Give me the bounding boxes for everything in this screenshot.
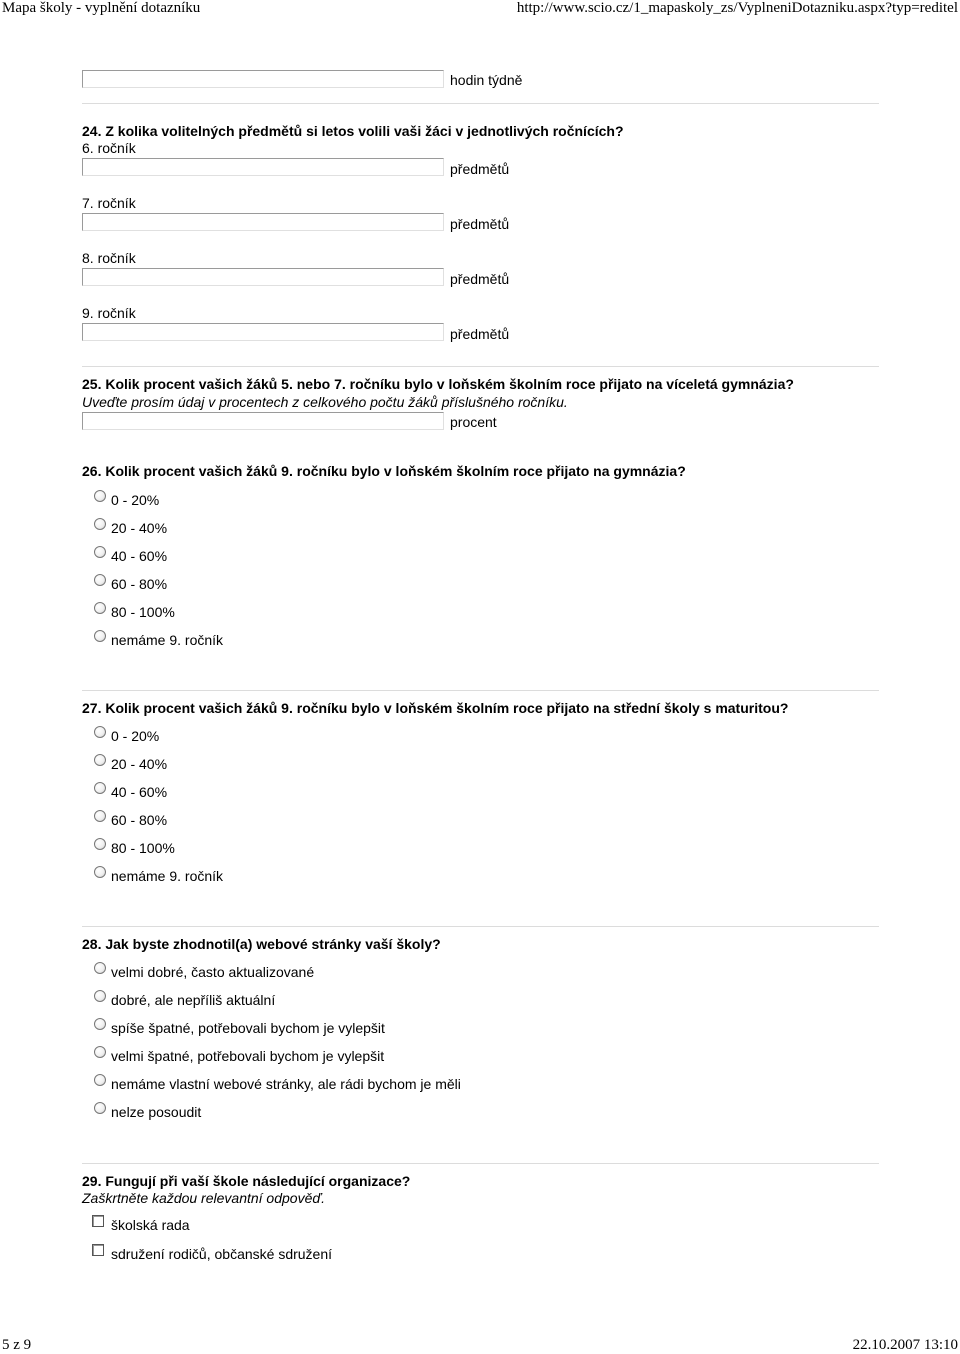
separator <box>82 103 879 104</box>
q27-radio-60-80[interactable] <box>94 810 106 822</box>
q28-option-label: velmi dobré, často aktualizované <box>111 964 315 980</box>
q26-option-label: 40 - 60% <box>111 548 168 564</box>
grade-9-subjects-input[interactable] <box>82 323 444 341</box>
q26-radio-20-40[interactable] <box>94 518 106 530</box>
q27-option-label: 80 - 100% <box>111 840 175 856</box>
grade-7-subjects-input[interactable] <box>82 213 444 231</box>
q29-option-label: školská rada <box>111 1217 190 1233</box>
print-timestamp: 22.10.2007 13:10 <box>852 1337 958 1353</box>
q28-option-label: spíše špatné, potřebovali bychom je vylepšit <box>111 1020 385 1036</box>
q27-radio-0-20[interactable] <box>94 726 106 738</box>
grade-6-label: 6. ročník <box>82 140 136 156</box>
q26-option-label: 0 - 20% <box>111 492 160 508</box>
q28-option-label: velmi špatné, potřebovali bychom je vylepšit <box>111 1048 385 1064</box>
question-28-title: 28. Jak byste zhodnotil(a) webové stránky vaší školy? <box>82 936 441 952</box>
q29-checkbox-parents-association[interactable] <box>92 1244 104 1256</box>
grade-8-label: 8. ročník <box>82 250 136 266</box>
q28-radio-rather-bad[interactable] <box>94 1018 106 1030</box>
page-counter: 5 z 9 <box>2 1337 32 1353</box>
q28-radio-very-good[interactable] <box>94 962 106 974</box>
question-24-title: 24. Z kolika volitelných předmětů si letos volili vaši žáci v jednotlivých ročnících? <box>82 123 624 139</box>
separator <box>82 366 879 367</box>
grade-6-unit: předmětů <box>450 161 510 177</box>
q27-option-label: 60 - 80% <box>111 812 168 828</box>
q26-radio-80-100[interactable] <box>94 602 106 614</box>
question-29-hint: Zaškrtněte každou relevantní odpověď. <box>82 1190 326 1206</box>
question-25-title: 25. Kolik procent vašich žáků 5. nebo 7. ročníku bylo v loňském školním roce přijato na víceletá gymnázia? <box>82 376 794 392</box>
q26-option-label: 60 - 80% <box>111 576 168 592</box>
q29-option-label: sdružení rodičů, občanské sdružení <box>111 1246 333 1262</box>
grade-8-unit: předmětů <box>450 271 510 287</box>
gymnasium-percent-input[interactable] <box>82 412 444 430</box>
separator <box>82 1163 879 1164</box>
q28-option-label: dobré, ale nepříliš aktuální <box>111 992 276 1008</box>
separator <box>82 926 879 927</box>
grade-7-unit: předmětů <box>450 216 510 232</box>
q27-radio-40-60[interactable] <box>94 782 106 794</box>
hours-per-week-input[interactable] <box>82 70 444 88</box>
grade-8-subjects-input[interactable] <box>82 268 444 286</box>
grade-7-label: 7. ročník <box>82 195 136 211</box>
q27-option-label: 0 - 20% <box>111 728 160 744</box>
q26-radio-no-grade-9[interactable] <box>94 630 106 642</box>
q28-option-label: nemáme vlastní webové stránky, ale rádi bychom je měli <box>111 1076 461 1092</box>
q28-radio-no-website[interactable] <box>94 1074 106 1086</box>
q26-option-label: 20 - 40% <box>111 520 168 536</box>
q27-radio-80-100[interactable] <box>94 838 106 850</box>
q26-radio-40-60[interactable] <box>94 546 106 558</box>
separator <box>82 690 879 691</box>
q27-option-label: 20 - 40% <box>111 756 168 772</box>
q28-radio-very-bad[interactable] <box>94 1046 106 1058</box>
q26-radio-0-20[interactable] <box>94 490 106 502</box>
q26-option-label: 80 - 100% <box>111 604 175 620</box>
q27-radio-20-40[interactable] <box>94 754 106 766</box>
question-25-hint: Uveďte prosím údaj v procentech z celkového počtu žáků příslušného ročníku. <box>82 394 568 410</box>
q26-radio-60-80[interactable] <box>94 574 106 586</box>
q27-option-label: 40 - 60% <box>111 784 168 800</box>
question-26-title: 26. Kolik procent vašich žáků 9. ročníku bylo v loňském školním roce přijato na gymnázia? <box>82 463 686 479</box>
page-header-title: Mapa školy - vyplnění dotazníku <box>2 0 201 16</box>
gymnasium-percent-unit: procent <box>450 414 497 430</box>
q29-checkbox-school-board[interactable] <box>92 1215 104 1227</box>
question-27-title: 27. Kolik procent vašich žáků 9. ročníku bylo v loňském školním roce přijato na střední školy s maturitou? <box>82 700 789 716</box>
page-header-url: http://www.scio.cz/1_mapaskoly_zs/VyplneniDotazniku.aspx?typ=reditel <box>516 0 958 16</box>
question-29-title: 29. Fungují při vaší škole následující organizace? <box>82 1173 411 1189</box>
q28-option-label: nelze posoudit <box>111 1104 202 1120</box>
grade-9-label: 9. ročník <box>82 305 136 321</box>
q27-radio-no-grade-9[interactable] <box>94 866 106 878</box>
q27-option-label: nemáme 9. ročník <box>111 868 224 884</box>
grade-6-subjects-input[interactable] <box>82 158 444 176</box>
grade-9-unit: předmětů <box>450 326 510 342</box>
hours-per-week-unit: hodin týdně <box>450 72 523 88</box>
q28-radio-cannot-assess[interactable] <box>94 1102 106 1114</box>
q26-option-label: nemáme 9. ročník <box>111 632 224 648</box>
q28-radio-good[interactable] <box>94 990 106 1002</box>
